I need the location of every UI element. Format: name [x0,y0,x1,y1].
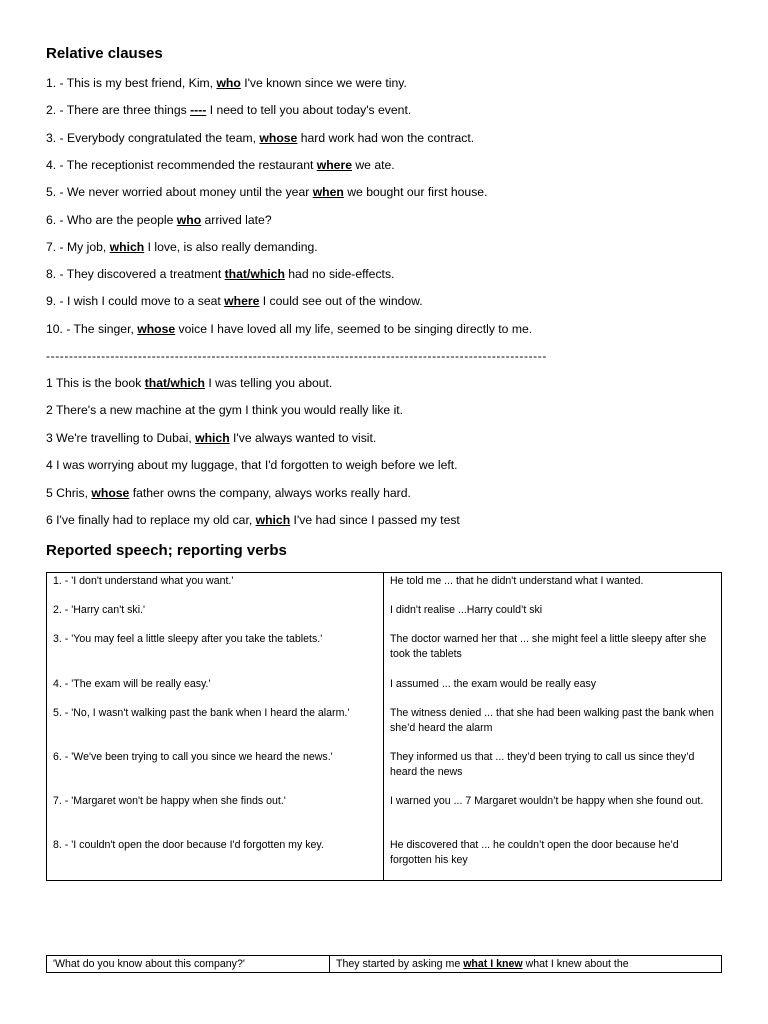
reported-speech-cell: They informed us that ... they’d been trying to call us since they’d heard the news [384,749,722,793]
sentence-line [46,185,487,199]
answer-word: when [312,185,344,200]
section-title-relative-clauses: Relative clauses [46,45,163,62]
table-row [47,793,722,837]
sentence-text-rest: we ate. [351,157,395,172]
reported-speech-table [46,572,722,881]
sentence-text-rest: I could see out of the window. [259,294,423,309]
table-row [47,602,722,631]
sentence-text-rest: I've had since I passed my test [290,513,460,527]
section-title-reported-speech: Reported speech; reporting verbs [46,542,287,559]
sentence-text-rest: we bought our first house. [343,185,488,200]
table-row [47,837,722,881]
sentence-text: 5 Chris, [46,485,92,500]
sentence-text-rest: I need to tell you about today's event. [206,103,412,118]
table-row [47,631,722,676]
direct-speech-cell: 1. - 'I don't understand what you want.' [47,573,384,602]
question-table [46,955,722,973]
sentence-text-rest: father owns the company, always works really hard. [129,485,411,500]
reported-speech-cell: I assumed ... the exam would be really easy [384,676,722,705]
sentence-text: 4. - The receptionist recommended the restaurant [46,157,317,172]
section-divider: ------------------------------------------------------------------------------------------------------------- [46,349,547,363]
sentence-text: 2 There's a new machine at the gym I think you would really like it. [46,403,404,418]
sentence-text: 6 I've finally had to replace my old car, [46,513,256,527]
reported-speech-cell: I didn't realise ...Harry could’t ski [384,602,722,631]
sentence-text: 5. - We never worried about money until the year [46,185,313,200]
table-row [47,573,722,602]
sentence-text: 4 I was worrying about my luggage, that I'd forgotten to weigh before we left. [46,458,458,473]
direct-speech-cell: 8. - 'I couldn't open the door because I'd forgotten my key. [47,837,384,881]
sentence-line [46,486,411,500]
reported-text: They started by asking me [336,958,464,970]
sentence-line [46,131,474,145]
answer-word: which [255,513,291,527]
sentence-line [46,294,423,308]
sentence-line [46,431,376,445]
sentence-text: 1. - This is my best friend, Kim, [46,76,217,90]
sentence-line [46,158,395,172]
answer-word: ---- [190,103,207,118]
direct-speech-cell: 4. - 'The exam will be really easy.' [47,676,384,705]
sentence-line [46,267,394,281]
answer-word: whose [259,130,298,145]
direct-speech-cell: 2. - 'Harry can't ski.' [47,602,384,631]
sentence-line [46,513,460,527]
answer-word: that/which [144,376,205,390]
sentence-text: 10. - The singer, [46,321,138,336]
sentence-text: 9. - I wish I could move to a seat [46,294,225,309]
sentence-text: 8. - They discovered a treatment [46,267,225,282]
sentence-text-rest: I've known since we were tiny. [240,76,407,90]
answer-word: that/which [224,267,285,282]
sentence-line [46,76,407,90]
table-row [47,749,722,793]
reported-speech-cell: He discovered that ... he couldn’t open the door because he’d forgotten his key [384,837,722,881]
answer-word: which [195,430,230,445]
answer-text: what I knew [463,958,523,970]
sentence-text-rest: voice I have loved all my life, seemed to be singing directly to me. [175,321,533,336]
answer-word: which [109,239,145,254]
reported-speech-cell: The doctor warned her that ... she might feel a little sleepy after she took the tablets [384,631,722,676]
sentence-text-rest: I was telling you about. [204,376,333,390]
sentence-text: 2. - There are three things [46,103,191,118]
sentence-text: 1 This is the book [46,376,145,390]
sentence-text: 6. - Who are the people [46,212,177,227]
direct-speech-cell: 'What do you know about this company?' [47,956,330,973]
reported-speech-cell [330,956,722,973]
direct-speech-cell: 5. - 'No, I wasn't walking past the bank when I heard the alarm.' [47,705,384,749]
sentence-line [46,240,318,254]
answer-word: who [176,212,202,227]
direct-speech-cell: 6. - 'We've been trying to call you since we heard the news.' [47,749,384,793]
table-row [47,956,722,973]
sentence-text-rest: had no side-effects. [284,267,395,282]
direct-speech-cell: 7. - 'Margaret won't be happy when she finds out.' [47,793,384,837]
reported-speech-cell: He told me ... that he didn't understand what I wanted. [384,573,722,602]
answer-word: where [224,294,260,309]
sentence-text: 3 We're travelling to Dubai, [46,430,196,445]
reported-speech-cell: I warned you ... 7 Margaret wouldn’t be happy when she found out. [384,793,722,837]
sentence-line [46,103,411,117]
answer-word: who [216,76,241,90]
table-row [47,705,722,749]
sentence-text-rest: hard work had won the contract. [297,130,475,145]
table-row [47,676,722,705]
sentence-text-rest: I've always wanted to visit. [229,430,377,445]
sentence-line [46,403,403,417]
answer-word: where [316,157,352,172]
answer-word: whose [137,321,176,336]
answer-word: whose [91,485,130,500]
reported-speech-cell: The witness denied ... that she had been walking past the bank when she’d heard the alarm [384,705,722,749]
sentence-text-rest: I love, is also really demanding. [144,239,318,254]
sentence-line [46,458,458,472]
reported-text-rest: what I knew about the [522,958,629,970]
sentence-line [46,322,532,336]
sentence-text: 3. - Everybody congratulated the team, [46,130,260,145]
sentence-line [46,213,272,227]
sentence-line [46,376,332,390]
sentence-text: 7. - My job, [46,239,110,254]
sentence-text-rest: arrived late? [201,212,272,227]
direct-speech-cell: 3. - 'You may feel a little sleepy after you take the tablets.' [47,631,384,676]
